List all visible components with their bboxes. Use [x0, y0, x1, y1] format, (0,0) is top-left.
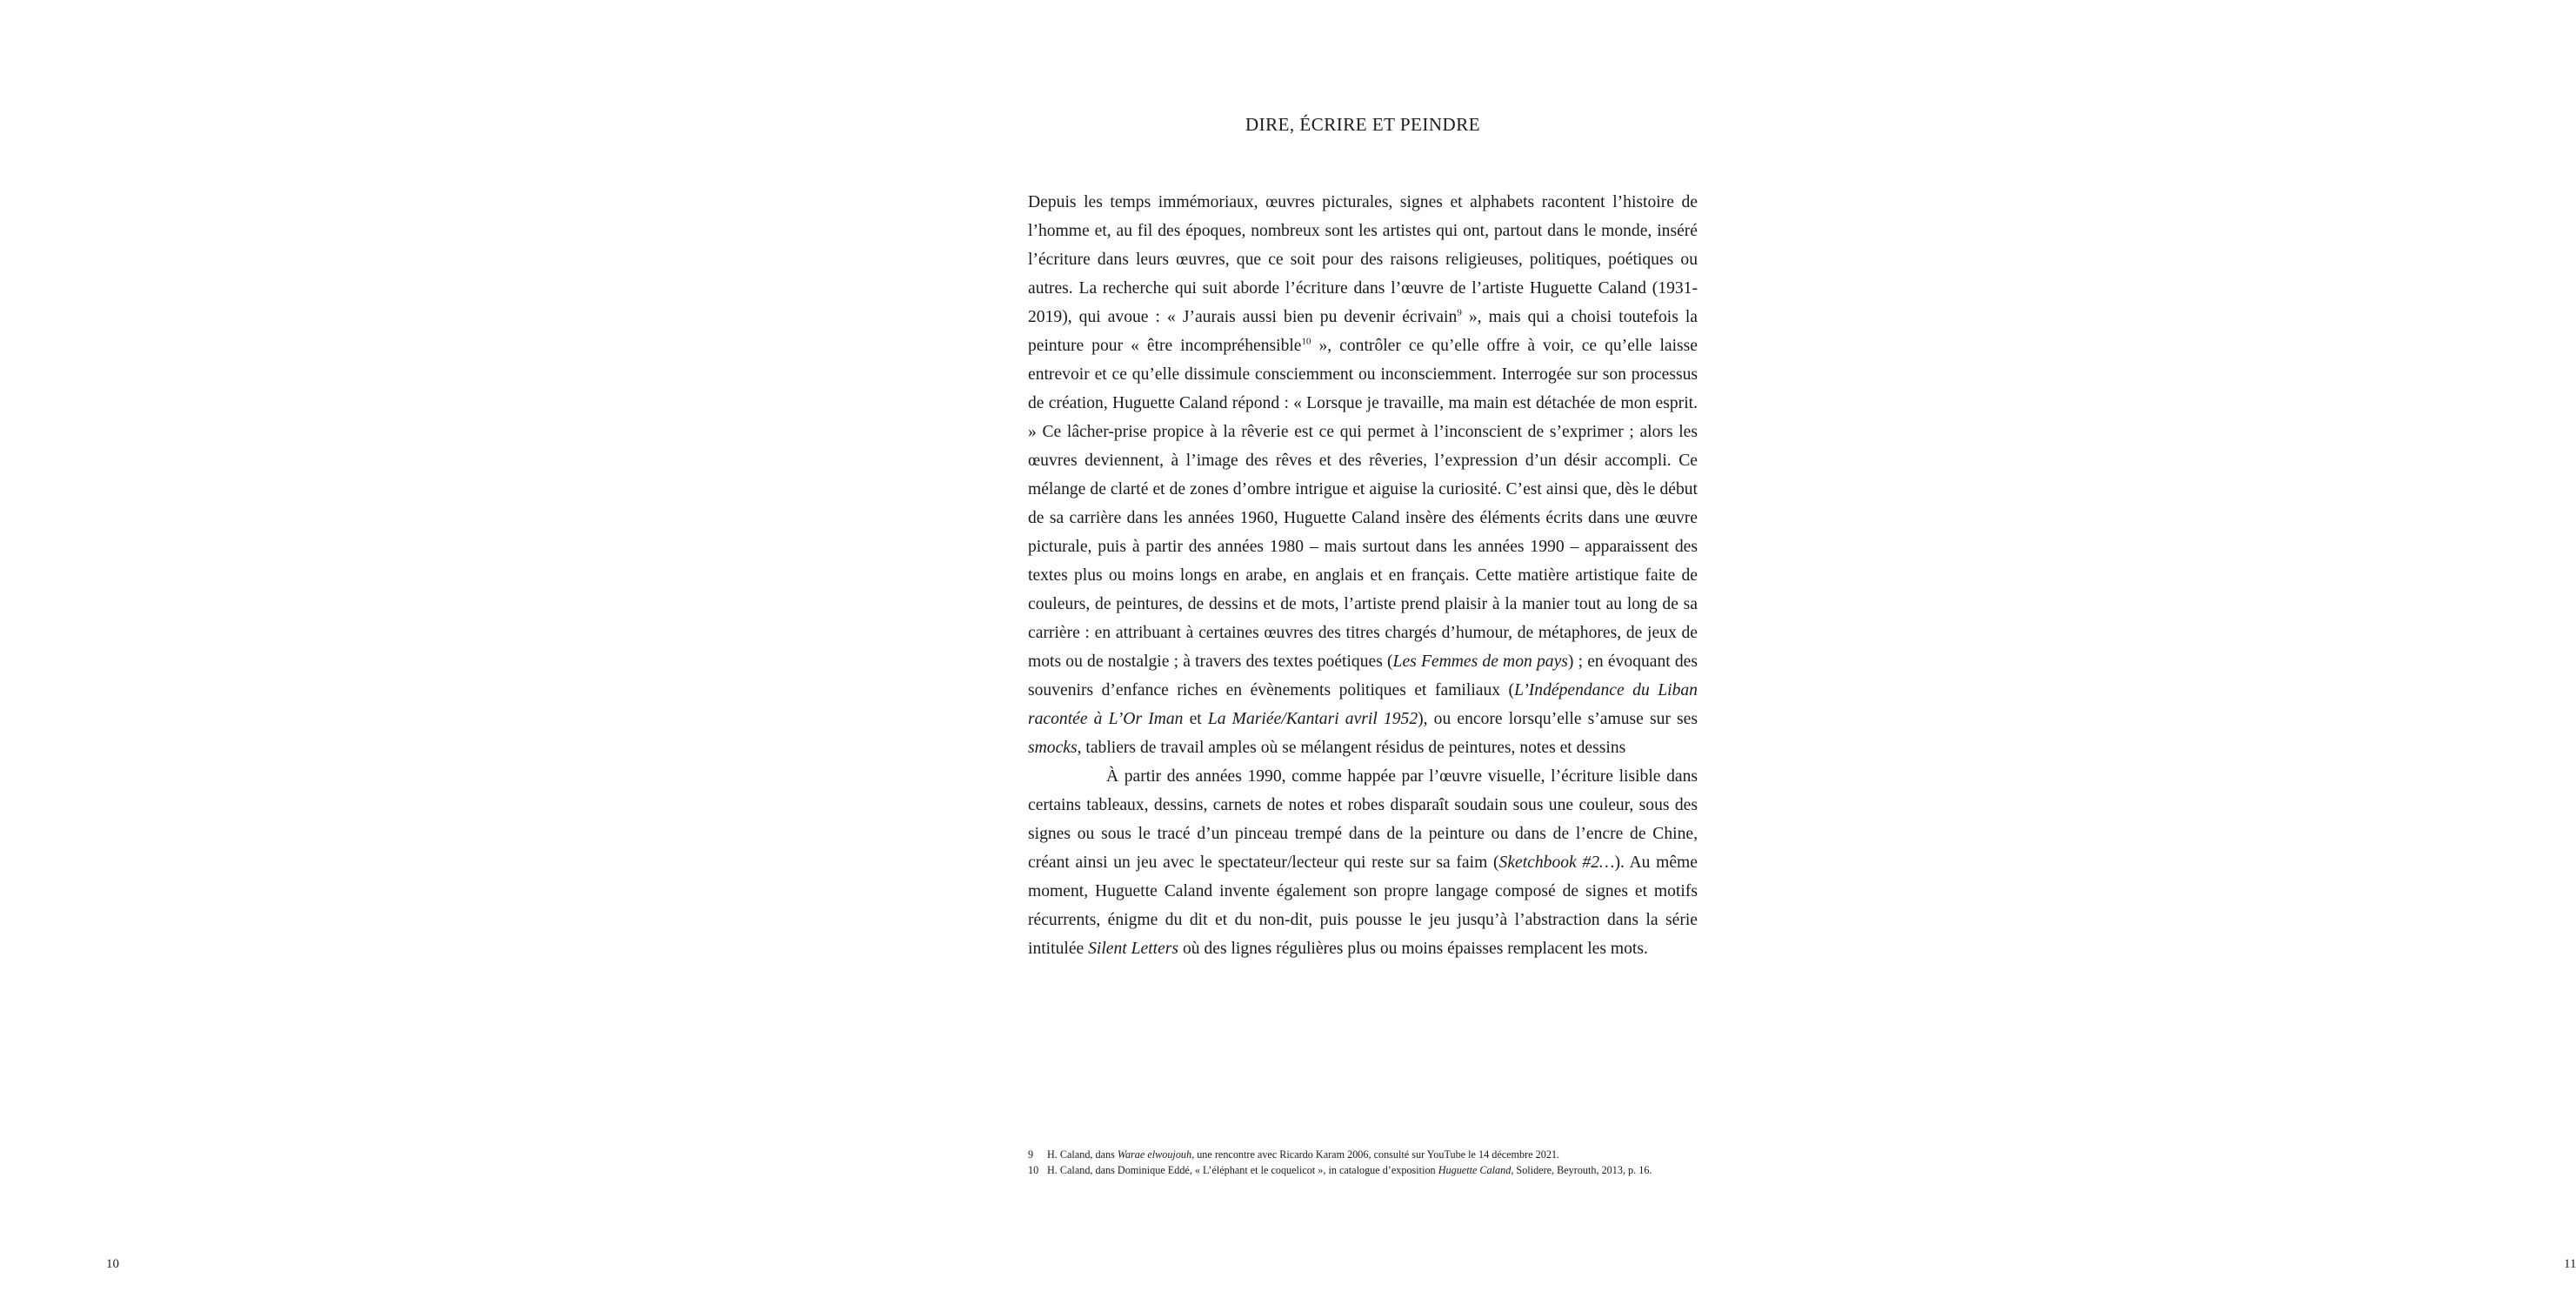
chapter-title: DIRE, ÉCRIRE ET PEINDRE — [1245, 114, 1481, 135]
artwork-title: La Mariée/Kantari avril 1952 — [1207, 710, 1418, 728]
artwork-title: Silent Letters — [1088, 940, 1179, 958]
page-number-right: 11 — [2564, 1257, 2576, 1271]
paragraph: À partir des années 1990, comme happée par l’œuvre visuelle, l’écriture lisible dans certains tableaux, dessins, carnets de notes et robes disparaît soudain sous une couleur, sous des signes ou sous le tracé d’un pinceau trempé dans de la peinture ou dans de l’encre de Chine, créant ainsi un jeu avec le spectateur/lecteur qui reste sur sa faim (Sketchbook #2…). Au même moment, Huguette Caland invente également son propre langage composé de signes et motifs récurrents, énigme du dit et du non-dit, puis pousse le jeu jusqu’à l’abstraction dans la série intitulée Silent Letters où des lignes régulières plus ou moins épaisses remplacent les mots. — [1028, 767, 1698, 958]
footnote-text: H. Caland, dans Dominique Eddé, « L’éléphant et le coquelicot », in catalogue d’exposition Huguette Caland, Solidere, Beyrouth, 2013, p. 16. — [1047, 1164, 1652, 1176]
footnotes — [1028, 1147, 1698, 1178]
footnote-number: 9 — [1028, 1148, 1034, 1161]
emphasis-term: smocks — [1028, 739, 1078, 757]
paragraph: Depuis les temps immémoriaux, œuvres picturales, signes et alphabets racontent l’histoire de l’homme et, au fil des époques, nombreux sont les artistes qui ont, partout dans le monde, inséré l’écriture dans leurs œuvres, que ce soit pour des raisons religieuses, politiques, poétiques ou autres. La recherche qui suit aborde l’écriture dans l’œuvre de l’artiste Huguette Caland (1931-2019), qui avoue : « J’aurais aussi bien pu devenir écrivain$^9$ », mais qui a choisi toutefois la peinture pour « être incompréhensible$^{10}$ », contrôler ce qu’elle offre à voir, ce qu’elle laisse entrevoir et ce qu’elle dissimule consciemment ou inconsciemment. Interrogée sur son processus de création, Huguette Caland répond : « Lorsque je travaille, ma main est détachée de mon esprit. » Ce lâcher-prise propice à la rêverie est ce qui permet à l’inconscient de s’exprimer ; alors les œuvres deviennent, à l’image des rêves et des rêveries, l’expression d’un désir accompli. Ce mélange de clarté et de zones d’ombre intrigue et aiguise la curiosité. C’est ainsi que, dès le début de sa carrière dans les années 1960, Huguette Caland insère des éléments écrits dans une œuvre picturale, puis à partir des années 1980 – mais surtout dans les années 1990 – apparaissent des textes plus ou moins longs en arabe, en anglais et en français. Cette matière artistique faite de couleurs, de peintures, de dessins et de mots, l’artiste prend plaisir à la manier tout au long de sa carrière : en attribuant à certaines œuvres des titres chargés d’humour, de métaphores, de jeux de mots ou de nostalgie ; à travers des textes poétiques (Les Femmes de mon pays) ; en évoquant des souvenirs d’enfance riches en évènements politiques et familiaux (L’Indépendance du Liban racontée à L’Or Iman et La Mariée/Kantari avril 1952), ou encore lorsqu’elle s’amuse sur ses smocks, tabliers de travail amples où se mélangent résidus de peintures, notes et dessins — [1028, 193, 1698, 757]
footnote-number: 10 — [1028, 1164, 1039, 1176]
footnote — [1028, 1162, 1698, 1178]
artwork-title: L’Indépendance du Liban racontée à L’Or Iman — [1028, 681, 1698, 728]
body-text — [1028, 188, 1698, 963]
footnote-ref-9: 9 — [1457, 307, 1462, 318]
footnote-ref-10: 10 — [1301, 336, 1311, 347]
footnote-text: H. Caland, dans Warae elwoujouh, une rencontre avec Ricardo Karam 2006, consulté sur YouTube le 14 décembre 2021. — [1047, 1148, 1560, 1161]
footnote — [1028, 1147, 1698, 1162]
artwork-title: Sketchbook #2… — [1498, 853, 1615, 872]
left-page — [0, 0, 894, 1305]
page-number-left: 10 — [106, 1257, 119, 1271]
artwork-title: Les Femmes de mon pays — [1392, 652, 1568, 671]
